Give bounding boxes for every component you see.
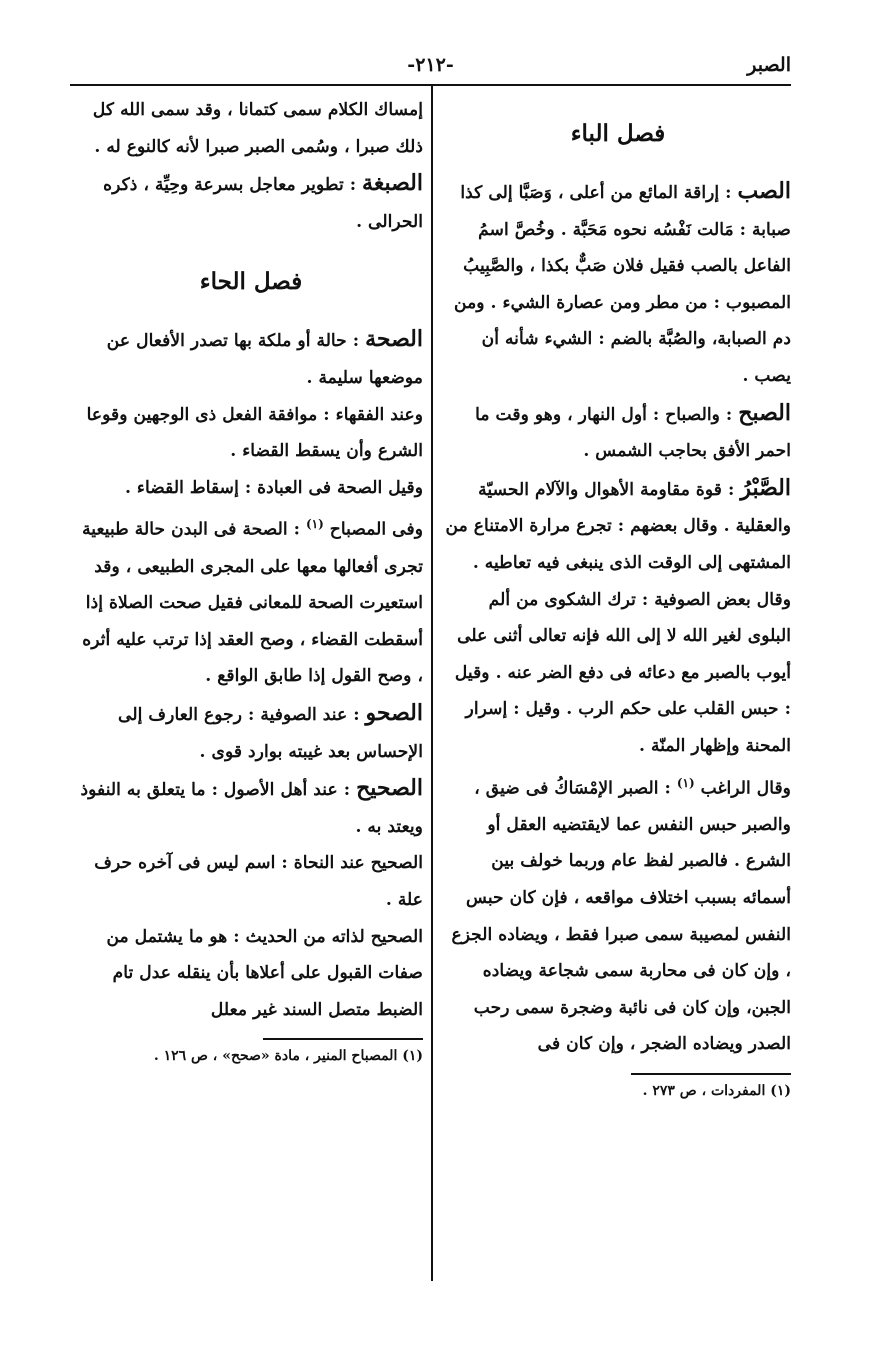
paragraph-text: وفى المصباح [329,520,423,541]
entry-term: الصحيح [356,775,423,802]
entry-sabr [445,470,791,582]
entry-text: : حالة أو ملكة بها تصدر الأفعال عن موضعها سليمة . [106,331,423,388]
entry-text: : عند الصوفية : رجوع العارف إلى الإحساس بعد غيبته بوارد قوى . [118,705,423,762]
entry-sabb [445,173,791,395]
entry-sihha [79,321,423,396]
entry-text: : عند أهل الأصول : ما يتعلق به النفوذ ويعتد به . [80,780,423,837]
entry-sibgha [79,165,423,240]
footnote: (١) المصباح المنير ، مادة «صحح» ، ص ١٢٦ . [153,1048,423,1065]
entry-term: الصبغة [362,170,423,197]
entry-term: الصبح [738,399,791,426]
paragraph-misbah [79,506,423,695]
entry-text: : إراقة المائع من أعلى ، وَصَبَّا إلى كذا صبابة : مَالت نَفْسُه نحوه مَحَبَّة . وخُصَّ اسمُ الفاعل بالصب فقيل فلان صَبٌّ بكذا ، والصَّبِيبُ المصبوب : من مطر ومن عصارة الشيء . ومن دم الصبابة، والصُبَّة بالضم : الشيء شأنه أن يصب . [453,183,791,386]
paragraph-sufi: وقال بعض الصوفية : ترك الشكوى من ألم البلوى لغير الله لا إلى الله فإنه تعالى أثنى على أيوب بالصبر مع دعائه فى دفع الضر عنه . وقيل : حبس القلب على حكم الرب . وقيل : إسرار المحنة وإظهار المنّة . [454,589,791,756]
footnote-rule [631,1073,791,1075]
entry-term: الصَّبْرُ [740,474,791,501]
page-number: -٢١٢- [407,54,454,76]
footnote-marker: (١) [676,775,695,790]
entry-term: الصب [737,178,791,204]
left-column [79,92,423,1068]
footnote-rule [263,1038,423,1040]
continuation-text: إمساك الكلام سمى كتمانا ، وقد سمى الله كل ذلك صبرا ، وسُمى الصبر صبرا لأنه كالنوع له . [92,100,423,157]
page-header [70,52,791,86]
entry-term: الصحو [365,700,423,727]
footnote-marker: (١) [305,517,324,532]
paragraph-raghib [445,765,791,1063]
paragraph-hadith: الصحيح لذاته من الحديث : هو ما يشتمل من صفات القبول على أعلاها بأن ينقله عدل تام الضبط متصل السند غير معلل [106,926,423,1020]
section-title-haa: فصل الحاء [199,268,303,296]
footnote: (١) المفردات ، ص ٢٧٣ . [642,1082,791,1099]
right-column [445,92,791,1103]
paragraph-text: وقال الراغب [700,778,791,799]
entry-text: : والصباح : أول النهار ، وهو وقت ما احمر الأفق بحاجب الشمس . [475,404,791,462]
paragraph-ibada: وقيل الصحة فى العبادة : إسقاط القضاء . [124,477,423,498]
entry-sahw [79,695,423,770]
paragraph-text: : الصبر الإمْسَاكُ فى ضيق ، والصبر حبس النفس عما لايقتضيه العقل أو الشرع . فالصبر لفظ عام وربما خولف بين أسمائه بسبب اختلاف مواقعه ، فإن كان حبس النفس لمصيبة سمى صبرا فقط ، ويضاده الجزع ، وإن كان فى محاربة سمى شجاعة ويضاده الجبن، وإن كان فى نائبة وضجرة سمى رحب الصدر ويضاده الضجر ، وإن كان فى [451,778,791,1055]
running-head: الصبر [747,54,791,76]
paragraph-fuqaha: وعند الفقهاء : موافقة الفعل ذى الوجهين وقوعا الشرع وأن يسقط القضاء . [86,404,423,462]
entry-text: : تطوير معاجل بسرعة وحِيِّة ، ذكره الحرالى . [103,175,423,232]
entry-subh [445,395,791,470]
entry-text: : قوة مقاومة الأهوال والآلام الحسيّة والعقلية . وقال بعضهم : تجرع مرارة الامتناع من المشتهى إلى الوقت الذى ينبغى فيه تعاطيه . [445,479,791,573]
paragraph-text: : الصحة فى البدن حالة طبيعية تجرى أفعالها معها على المجرى الطبيعى ، وقد استعيرت الصحة للمعانى فقيل صحت الصلاة إذا أسقطت القضاء ، وصح العقد إذا ترتب عليه أثره ، وصح القول إذا طابق الواقع . [82,520,423,687]
entry-sahih [79,770,423,845]
entry-term: الصحة [365,326,423,353]
section-title-baa: فصل الباء [570,120,666,147]
paragraph-nuhat: الصحيح عند النحاة : اسم ليس فى آخره حرف علة . [94,853,423,911]
column-divider [431,86,433,1281]
